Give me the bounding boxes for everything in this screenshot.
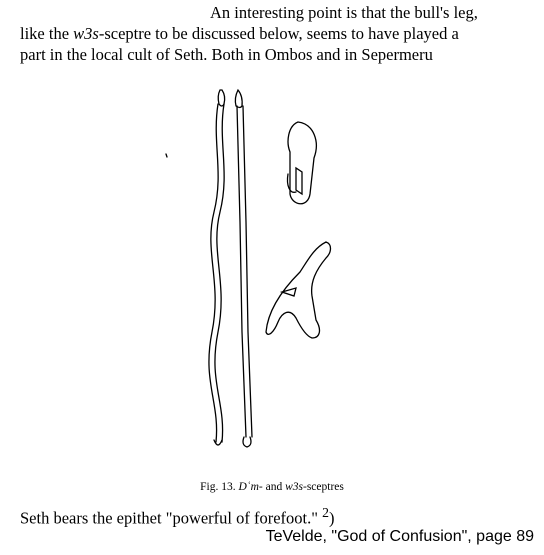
body-paragraph — [20, 2, 530, 65]
left-sceptre — [209, 90, 225, 445]
speck — [166, 154, 167, 157]
paragraph-line-1: An interesting point is that the bull's leg, — [210, 3, 478, 22]
paragraph-line-2-post: -sceptre to be discussed below, seems to have played a — [98, 24, 459, 43]
paragraph-line-3: part in the local cult of Seth. Both in Ombos and in Sepermeru — [20, 45, 433, 64]
closing-sentence: Seth bears the epithet "powerful of forefoot." — [20, 508, 318, 528]
sceptre-fork-piece — [266, 242, 331, 338]
closing-paren: ) — [329, 508, 335, 528]
closing-sentence-line — [20, 505, 335, 529]
page-footer: TeVelde, "God of Confusion", page 89 — [265, 528, 534, 545]
caption-pre: Fig. 13. — [200, 481, 239, 493]
caption-post: -sceptres — [303, 481, 344, 493]
caption-term-1: Dʿm — [238, 481, 259, 493]
caption-term-2: w3s — [285, 481, 303, 493]
sceptre-head-top — [287, 122, 316, 204]
paragraph-line-2-pre: like the — [20, 24, 74, 43]
figure-caption — [0, 481, 544, 493]
was-sceptre-term: w3s — [73, 24, 99, 43]
caption-mid: - and — [258, 481, 286, 493]
right-sceptre — [235, 90, 252, 447]
footnote-marker[interactable]: 2 — [322, 505, 329, 520]
sceptre-illustration — [150, 82, 370, 472]
